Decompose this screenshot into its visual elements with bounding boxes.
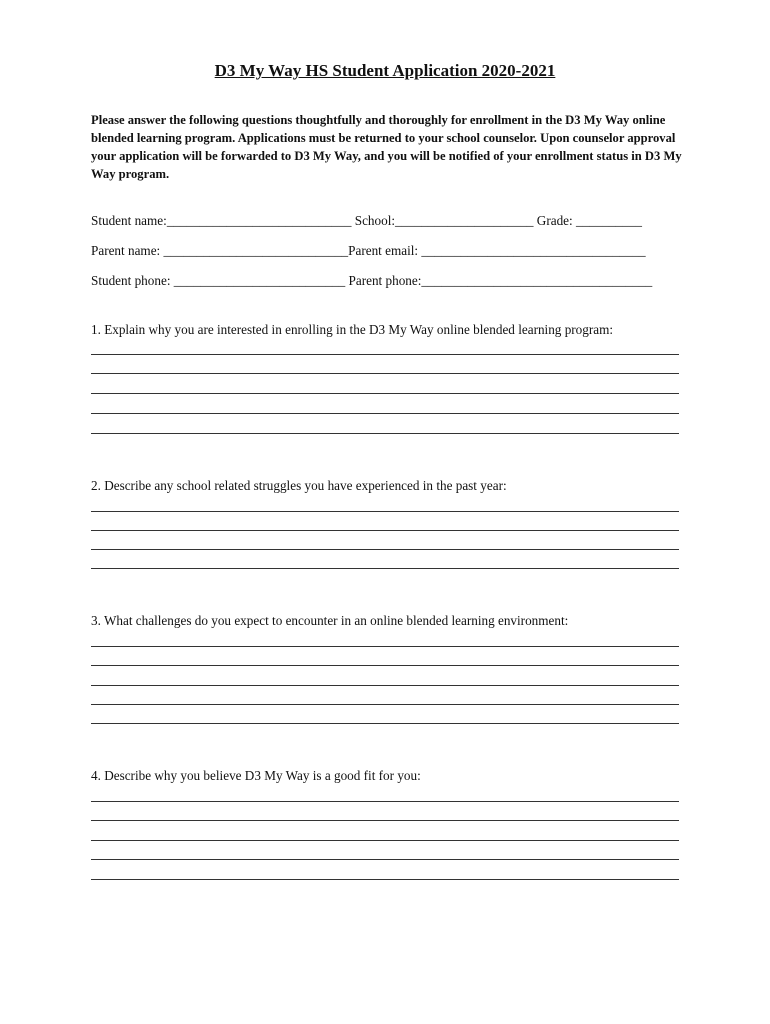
answer-line-1-1[interactable] (91, 354, 679, 355)
answer-line-4-4[interactable] (91, 859, 679, 860)
phone-row[interactable]: Student phone: __________________________ Parent phone:___________________________________ (91, 273, 653, 288)
student-school-grade-row[interactable]: Student name:____________________________ School:_____________________ Grade: __________ (91, 213, 642, 228)
question-2: 2. Describe any school related struggles you have experienced in the past year: (91, 478, 507, 493)
answer-line-3-5[interactable] (91, 723, 679, 724)
parent-name-email-row[interactable]: Parent name: ____________________________Parent email: __________________________________ (91, 243, 646, 258)
question-4: 4. Describe why you believe D3 My Way is a good fit for you: (91, 768, 421, 783)
answer-line-4-3[interactable] (91, 840, 679, 841)
answer-line-2-4[interactable] (91, 568, 679, 569)
answer-line-1-5[interactable] (91, 433, 679, 434)
instructions-paragraph: Please answer the following questions thoughtfully and thoroughly for enrollment in the D3 My Way online blended learning program. Applications must be returned to your school counselor. Upon counselor approval your application will be forwarded to D3 My Way, and you will be notified of your enrollment status in D3 My Way program. (91, 113, 682, 181)
answer-line-4-5[interactable] (91, 879, 679, 880)
answer-line-4-1[interactable] (91, 801, 679, 802)
answer-line-4-2[interactable] (91, 820, 679, 821)
question-3: 3. What challenges do you expect to encounter in an online blended learning environment: (91, 613, 569, 628)
answer-line-2-3[interactable] (91, 549, 679, 550)
answer-line-1-4[interactable] (91, 413, 679, 414)
answer-line-3-2[interactable] (91, 665, 679, 666)
answer-line-3-4[interactable] (91, 704, 679, 705)
form-title: D3 My Way HS Student Application 2020-2021 (214, 61, 556, 80)
answer-line-1-2[interactable] (91, 373, 679, 374)
answer-line-3-1[interactable] (91, 646, 679, 647)
answer-line-2-2[interactable] (91, 530, 679, 531)
answer-line-1-3[interactable] (91, 393, 679, 394)
answer-line-2-1[interactable] (91, 511, 679, 512)
answer-line-3-3[interactable] (91, 685, 679, 686)
question-1: 1. Explain why you are interested in enrolling in the D3 My Way online blended learning program: (91, 322, 614, 337)
